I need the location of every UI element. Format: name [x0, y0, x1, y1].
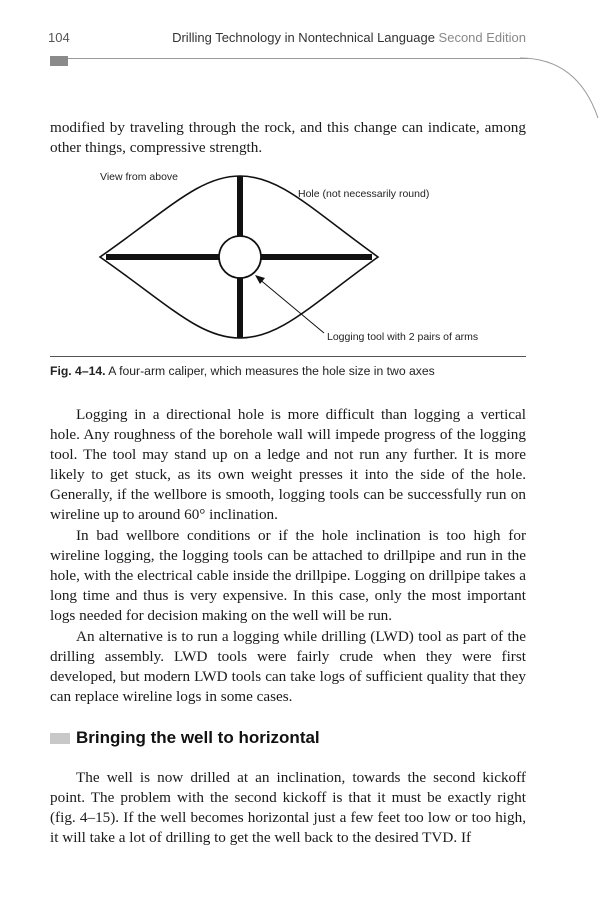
caliper-arm-bottom	[237, 276, 243, 338]
page-header	[0, 0, 600, 110]
section-marker	[50, 733, 70, 744]
section-title: Bringing the well to horizontal	[76, 728, 320, 747]
caliper-arm-left	[106, 254, 221, 260]
page-corner-curve	[520, 50, 600, 120]
caliper-figure	[90, 168, 490, 348]
page-number: 104	[48, 30, 70, 45]
header-rule	[68, 58, 528, 59]
paragraph-logging-directional: Logging in a directional hole is more difficult than logging a vertical hole. Any roughness of the borehole wall will impede progress of the logging tool. The tool may stand up on a ledge and not run any further. It is more likely to get stuck, as its own weight presses it into the side of the hole. Generally, if the wellbore is smooth, logging tools can be successfully run on wireline up to around 60° inclination.	[50, 406, 526, 523]
running-head	[172, 30, 526, 45]
paragraph-bad-wellbore: In bad wellbore conditions or if the hole inclination is too high for wireline logging, the logging tools can be attached to drillpipe and run in the hole, with the electrical cable inside the drillpipe. Logging on drillpipe takes a long time and thus is very expensive. In this case, only the most important logs needed for decision making on the well will be run.	[50, 527, 526, 624]
caliper-diagram	[90, 168, 490, 348]
book-title: Drilling Technology in Nontechnical Language	[172, 30, 435, 45]
caption-text: A four-arm caliper, which measures the hole size in two axes	[108, 364, 435, 378]
logging-tool-body	[219, 236, 261, 278]
figure-caption	[50, 364, 530, 378]
label-hole: Hole (not necessarily round)	[298, 188, 430, 200]
header-marker	[50, 56, 68, 66]
edition-label: Second Edition	[438, 30, 526, 45]
label-view-from-above: View from above	[100, 171, 179, 183]
paragraph-lwd: An alternative is to run a logging while drilling (LWD) tool as part of the drilling assembly. LWD tools were fairly crude when they were first developed, but modern LWD tools can take logs of sufficient quality that they can replace wireline logs in some cases.	[50, 628, 526, 705]
label-logging-tool: Logging tool with 2 pairs of arms	[327, 331, 479, 343]
caliper-arm-top	[237, 176, 243, 238]
section-heading	[50, 726, 320, 750]
paragraph-horizontal: The well is now drilled at an inclination, towards the second kickoff point. The problem with the second kickoff is that it must be exactly right (fig. 4–15). If the well becomes horizontal just a few feet too low or too high, it will take a lot of drilling to get the well back to the desired TVD. If	[50, 769, 526, 846]
caliper-arm-right	[259, 254, 372, 260]
caption-number: Fig. 4–14.	[50, 364, 106, 378]
caption-rule	[50, 356, 526, 357]
intro-paragraph: modified by traveling through the rock, and this change can indicate, among other things, compressive strength.	[50, 119, 526, 156]
